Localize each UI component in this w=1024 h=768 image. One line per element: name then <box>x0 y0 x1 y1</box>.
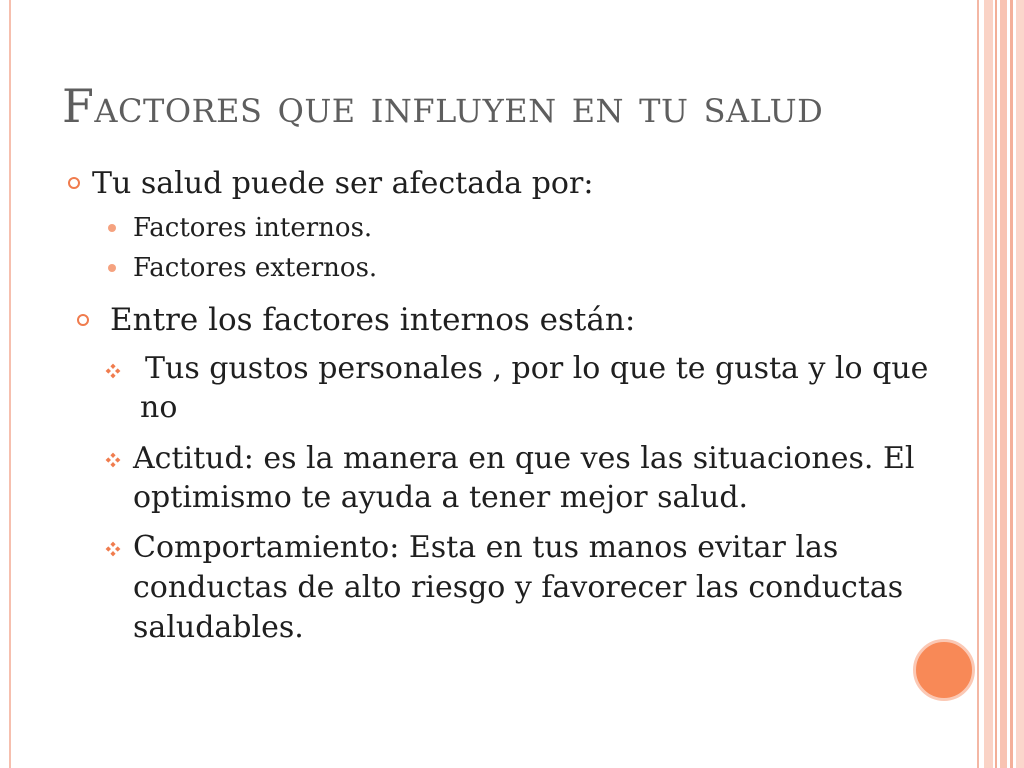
dot-bullet-icon <box>108 264 116 272</box>
ring-bullet-icon <box>68 177 80 189</box>
sub-bullet-text: Factores internos. <box>133 213 373 243</box>
bullet-text: Tu salud puede ser afectada por: <box>92 166 594 201</box>
right-stripe <box>1016 0 1024 768</box>
diamond-item-line: Tus gustos personales , por lo que te gusta y lo que <box>145 351 929 386</box>
diamond-item-line: optimismo te ayuda a tener mejor salud. <box>133 480 749 515</box>
diamond-item-line: no <box>140 390 178 425</box>
right-stripe <box>984 0 993 768</box>
decorative-circle <box>913 639 975 701</box>
ring-bullet-icon <box>77 314 89 326</box>
diamond-item-line: Actitud: es la manera en que ves las situaciones. El <box>133 441 915 476</box>
diamond-bullet-icon <box>105 363 121 379</box>
bullet-text: Entre los factores internos están: <box>110 302 636 338</box>
diamond-bullet-icon <box>105 452 121 468</box>
slide-title: Factores que influyen en tu salud <box>62 79 824 133</box>
right-stripe <box>995 0 997 768</box>
right-stripe <box>977 0 979 768</box>
right-stripe <box>1000 0 1007 768</box>
diamond-item-line: Comportamiento: Esta en tus manos evitar las <box>133 530 839 565</box>
dot-bullet-icon <box>108 224 116 232</box>
diamond-bullet-icon <box>105 541 121 557</box>
sub-bullet-text: Factores externos. <box>133 253 378 283</box>
left-border-line <box>9 0 11 768</box>
diamond-item-line: conductas de alto riesgo y favorecer las conductas <box>133 570 904 605</box>
diamond-item-line: saludables. <box>133 610 304 645</box>
right-stripe <box>1010 0 1013 768</box>
